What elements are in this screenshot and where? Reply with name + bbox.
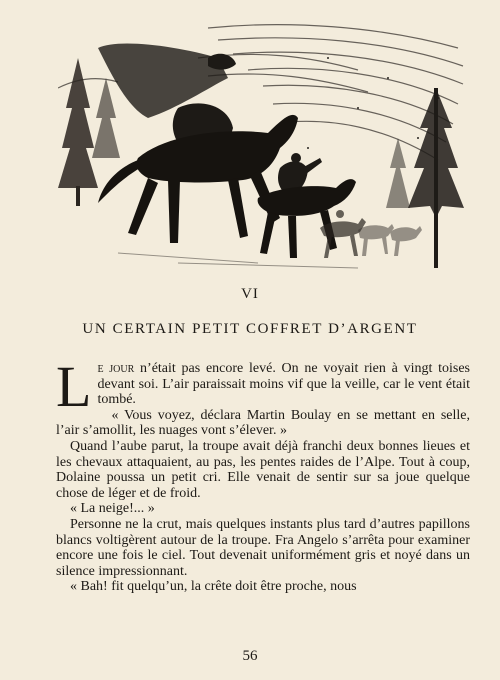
paragraph: « Vous voyez, déclara Martin Boulay en se mettant en selle, l’air s’amollit, les nuages vont s’élever. » (56, 407, 470, 439)
paragraph: « La neige!... » (70, 501, 155, 517)
opening-words: e jour (97, 361, 135, 376)
horse-riders-in-snow-illustration (58, 18, 468, 273)
paragraph-text: n’était pas encore levé. On ne voyait rien à vingt toises devant soi. L’air paraissait moins vif que la veille, car le vent était tombé. (97, 361, 470, 408)
paragraph: Personne ne la crut, mais quelques instants plus tard d’autres papillons blancs voltigèrent autour de la troupe. Fra Angelo s’arrêta pour examiner encore une fois le ciel. Tout devenait uniformément gris et noyé dans un silence impressionnant. (56, 516, 470, 579)
paragraph: Quand l’aube parut, la troupe avait déjà franchi deux bonnes lieues et les chevaux attaquaient, au pas, les pentes raides de l’Alpe. Tout à coup, Dolaine poussa un petit cri. Elle venait de sentir sur sa joue quelque chose de léger et de froid. (56, 438, 470, 501)
paragraph: « Bah! fit quelqu’un, la crête doit être proche, nous (70, 579, 357, 595)
page-number: 56 (242, 648, 258, 664)
paragraph (56, 354, 470, 419)
chapter-number: VI (241, 286, 259, 302)
body-text (56, 354, 470, 595)
drop-cap: L (56, 354, 92, 419)
chapter-title: UN CERTAIN PETIT COFFRET D’ARGENT (82, 321, 418, 337)
